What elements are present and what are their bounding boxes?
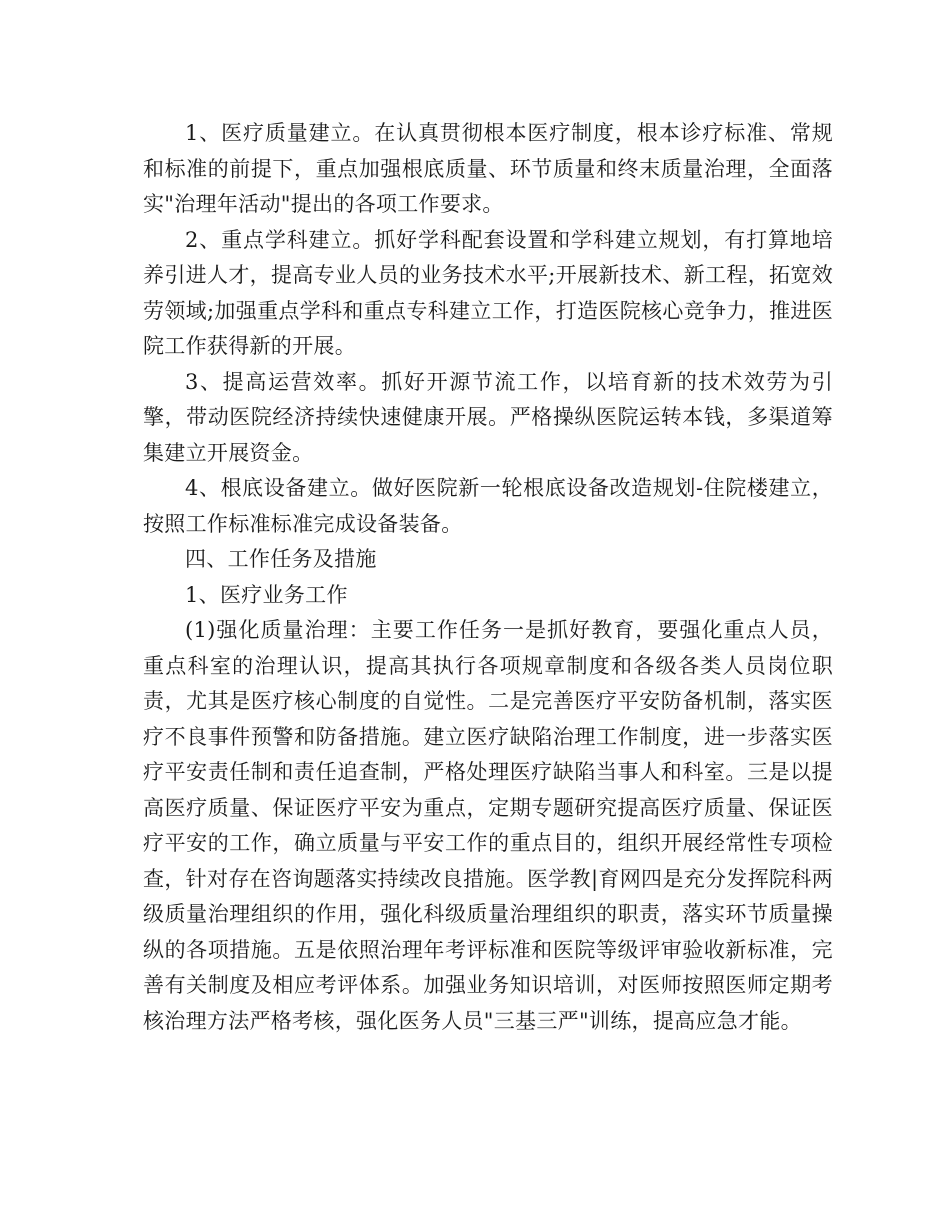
document-body [143, 116, 833, 1039]
section-heading-tasks-measures: 四、工作任务及措施 [185, 547, 377, 571]
paragraph-quality-management: (1)强化质量治理：主要工作任务一是抓好教育，要强化重点人员，重点科室的治理认识，提高其执行各项规章制度和各级各类人员岗位职责，尤其是医疗核心制度的自觉性。二是完善医疗平安防备机制，落实医疗不良事件预警和防备措施。建立医疗缺陷治理工作制度，进一步落实医疗平安责任制和责任追查制，严格处理医疗缺陷当事人和科室。三是以提高医疗质量、保证医疗平安为重点，定期专题研究提高医疗质量、保证医疗平安的工作，确立质量与平安工作的重点目的，组织开展经常性专项检查，针对存在咨询题落实持续改良措施。医学教|育网四是充分发挥院科两级质量治理组织的作用，强化科级质量治理组织的职责，落实环节质量操纵的各项措施。五是依照治理年考评标准和医院等级评审验收新标准，完善有关制度及相应考评体系。加强业务知识培训，对医师按照医师定期考核治理方法严格考核，强化医务人员"三基三严"训练，提高应急才能。 [143, 618, 833, 1033]
paragraph-infrastructure: 4、根底设备建立。做好医院新一轮根底设备改造规划-住院楼建立，按照工作标准标准完成设备装备。 [143, 476, 833, 536]
paragraph-key-disciplines: 2、重点学科建立。抓好学科配套设置和学科建立规划，有打算地培养引进人才，提高专业人员的业务技术水平;开展新技术、新工程，拓宽效劳领域;加强重点学科和重点专科建立工作，打造医院核心竞争力，推进医院工作获得新的开展。 [143, 227, 833, 358]
paragraph-operating-efficiency: 3、提高运营效率。抓好开源节流工作，以培育新的技术效劳为引擎，带动医院经济持续快速健康开展。严格操纵医院运转本钱，多渠道筹集建立开展资金。 [143, 369, 833, 465]
subheading-medical-business: 1、医疗业务工作 [185, 582, 348, 607]
paragraph-medical-quality: 1、医疗质量建立。在认真贯彻根本医疗制度，根本诊疗标准、常规和标准的前提下，重点加强根底质量、环节质量和终末质量治理，全面落实"治理年活动"提出的各项工作要求。 [143, 121, 833, 216]
